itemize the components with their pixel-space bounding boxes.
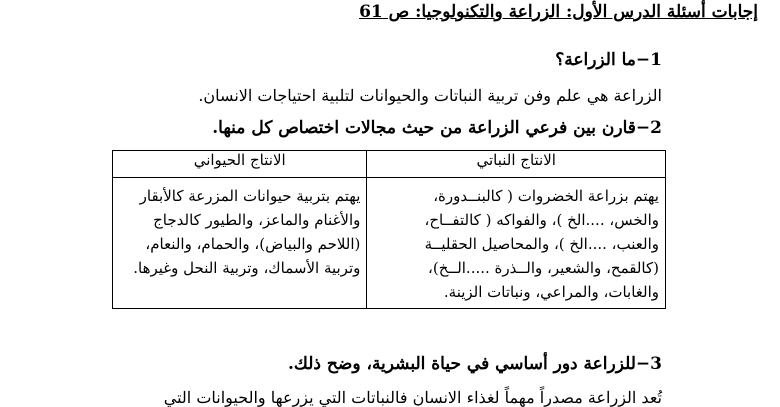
animal-production-cell — [113, 178, 367, 309]
plant-line: والعنب، ....الخ )، والمحاصيل الحقليــة — [424, 235, 659, 253]
plant-production-cell — [367, 178, 666, 309]
page-title: إجابات أسئلة الدرس الأول: الزراعة والتكنولوجيا: ص 61 — [359, 2, 758, 22]
table-row — [113, 178, 666, 309]
question-1: 1−ما الزراعة؟ — [555, 50, 662, 70]
answer-3-partial: تُعد الزراعة مصدراً مهماً لغذاء الانسان فالنباتات التي يزرعها والحيوانات التي — [163, 388, 662, 407]
comparison-table — [112, 150, 666, 309]
plant-line: يهتم بزراعة الخضروات ( كالبنــدورة، — [433, 187, 659, 205]
question-3: 3−للزراعة دور أساسي في حياة البشرية، وضح ذلك. — [288, 354, 662, 374]
table-header-row — [113, 151, 666, 178]
header-plant-production: الانتاج النباتي — [367, 151, 666, 178]
question-2: 2−قارن بين فرعي الزراعة من حيث مجالات اختصاص كل منها. — [212, 118, 662, 138]
header-animal-production: الانتاج الحيواني — [113, 151, 367, 178]
plant-line: والخس، ....الخ )، والفواكه ( كالتفــاح، — [424, 211, 659, 229]
animal-line: وتربية الأسماك، وتربية النحل وغيرها. — [133, 259, 361, 277]
animal-line: يهتم بتربية حيوانات المزرعة كالأبقار — [139, 187, 361, 205]
animal-line: (اللاحم والبياض)، والحمام، والنعام، — [145, 235, 361, 253]
plant-line: (كالقمح، والشعير، والــذرة .....الــخ)، — [428, 259, 659, 277]
answer-1: الزراعة هي علم وفن تربية النباتات والحيوانات لتلبية احتياجات الانسان. — [198, 86, 662, 105]
animal-line: والأغنام والماعز، والطيور كالدجاج — [153, 211, 361, 229]
plant-line: والغابات، والمراعي، ونباتات الزينة. — [443, 283, 659, 301]
